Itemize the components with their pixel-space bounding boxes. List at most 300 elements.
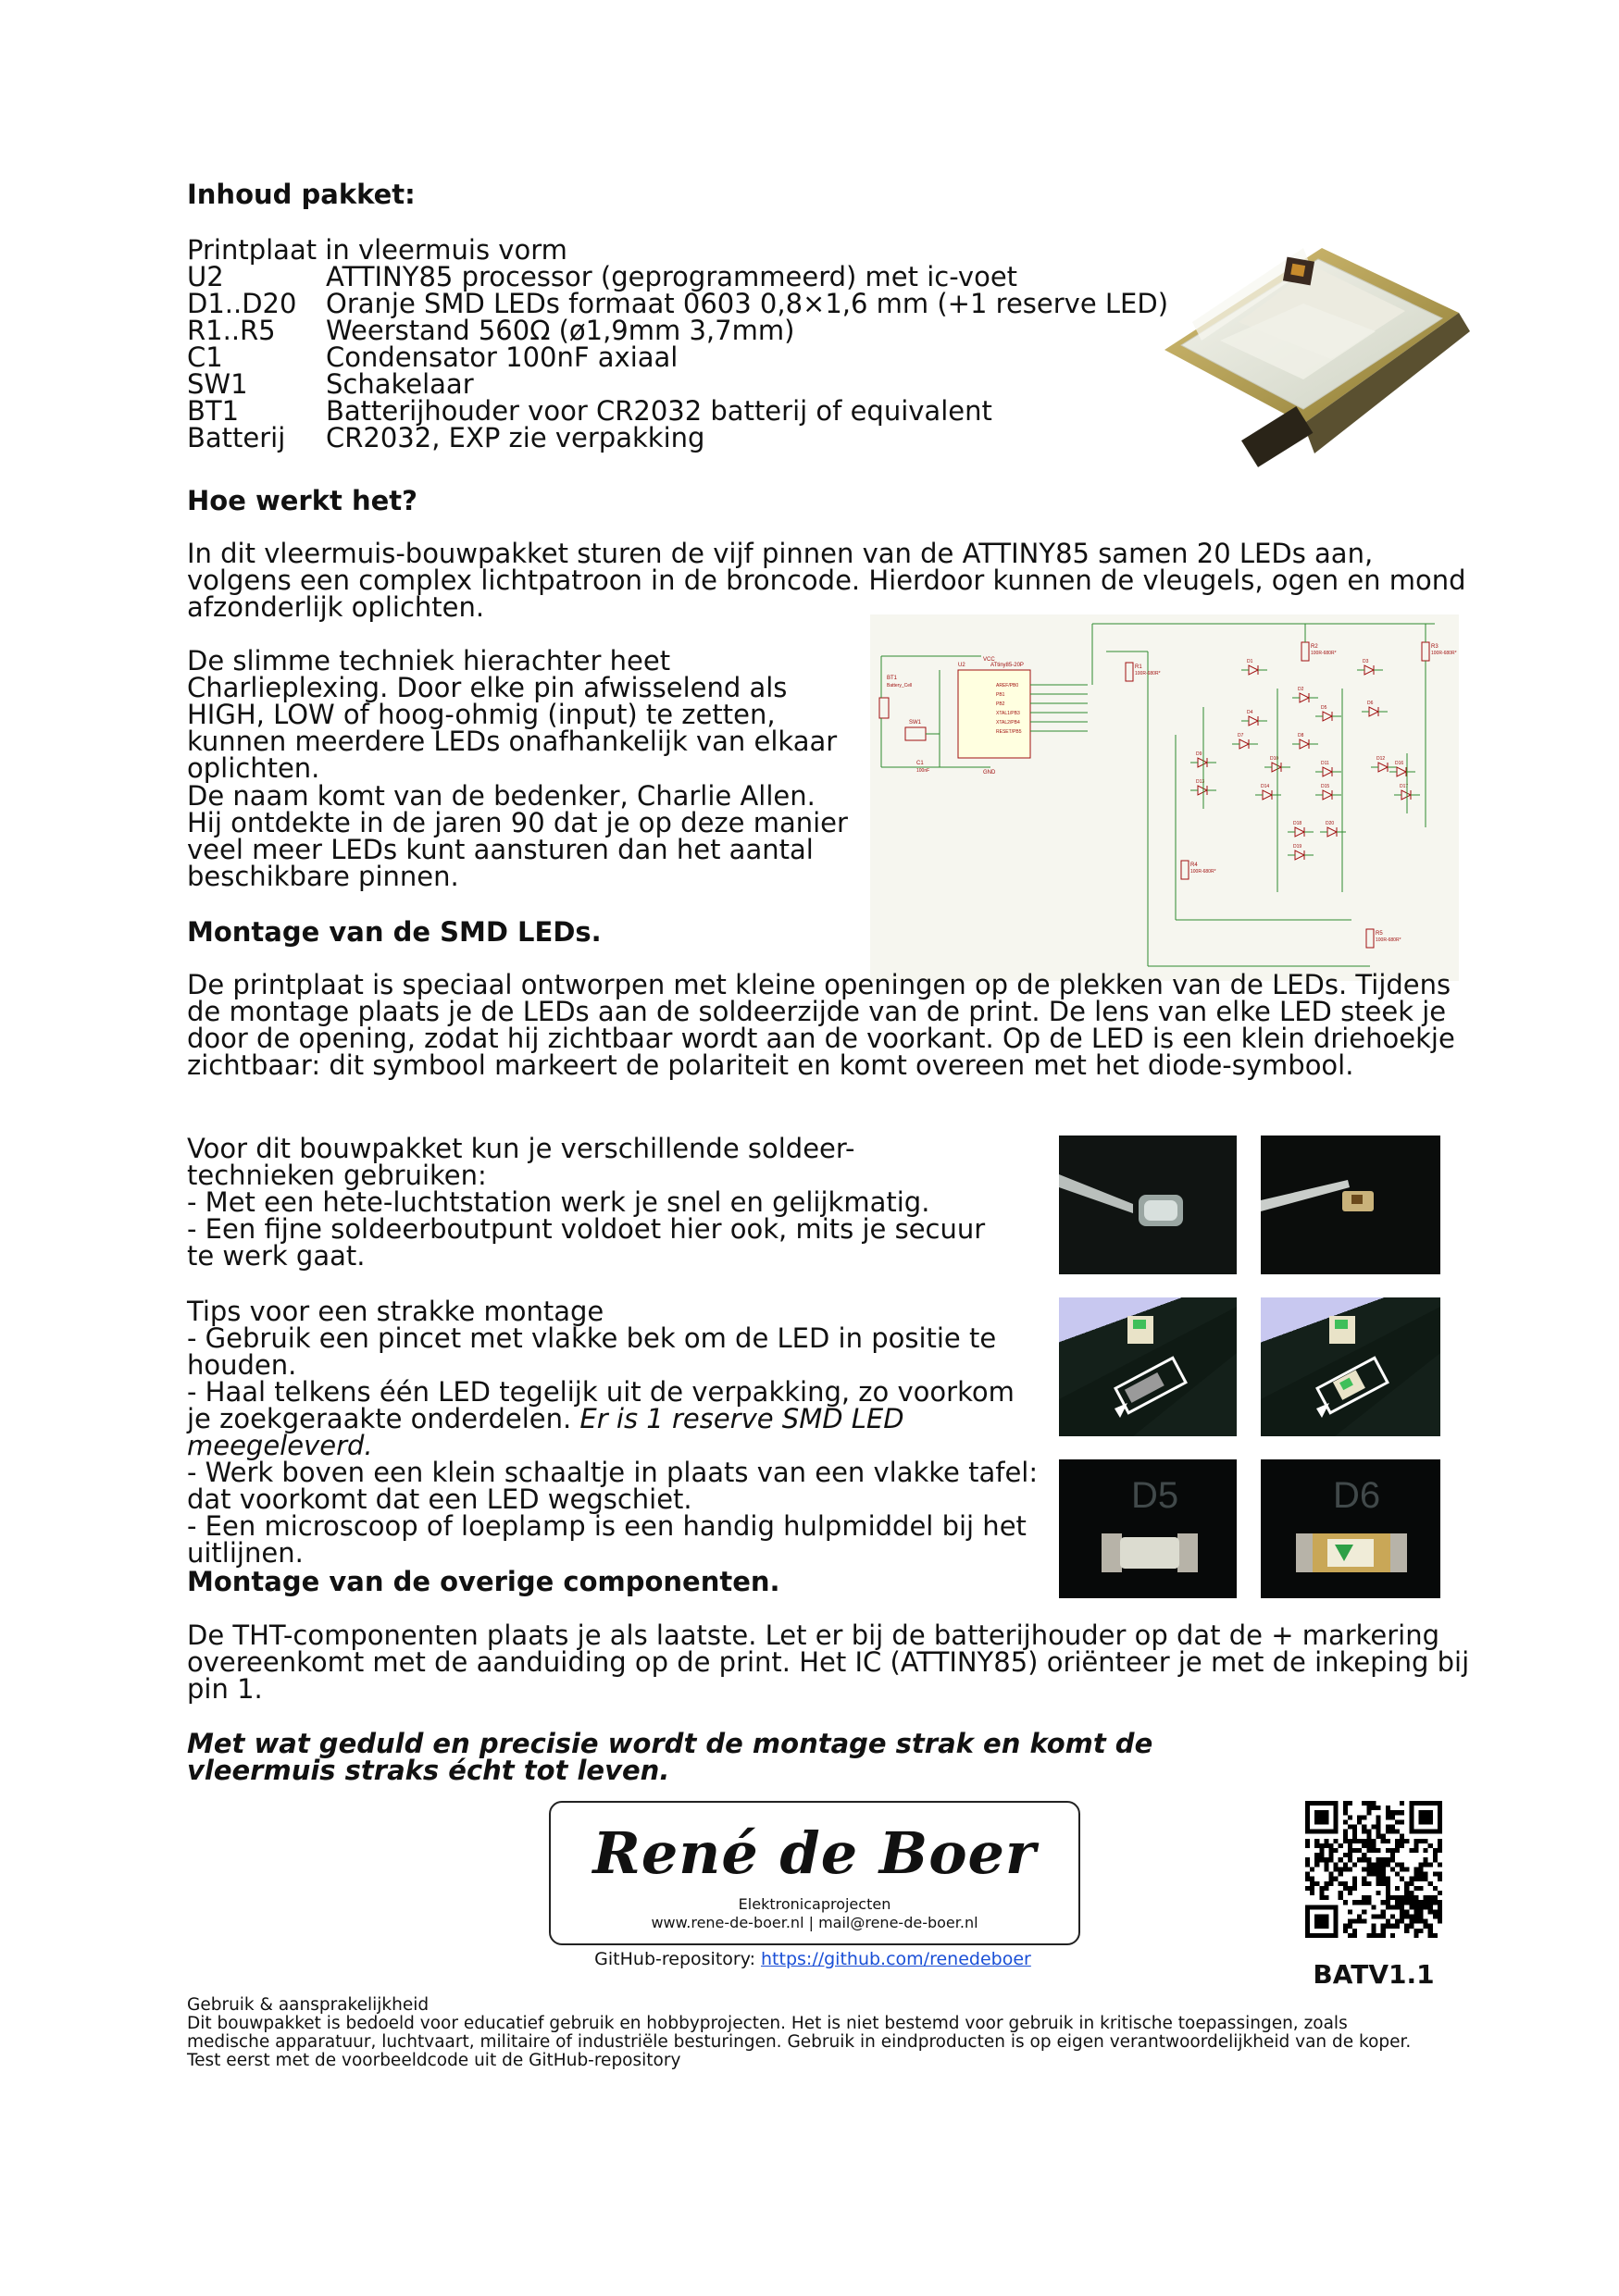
- led-symbol: [1327, 827, 1337, 837]
- qr-module: [1381, 1914, 1386, 1918]
- qr-module: [1314, 1843, 1319, 1848]
- qr-module: [1381, 1862, 1386, 1867]
- qr-module: [1324, 1857, 1328, 1862]
- qr-module: [1376, 1933, 1381, 1938]
- qr-module: [1438, 1905, 1442, 1909]
- qr-module: [1339, 1895, 1343, 1900]
- qr-module: [1352, 1919, 1357, 1924]
- led-ref: D6: [1367, 701, 1374, 706]
- qr-module: [1395, 1810, 1400, 1815]
- qr-module: [1409, 1891, 1414, 1895]
- qr-module: [1418, 1914, 1423, 1918]
- resistor-value: 100R-680R*: [1376, 937, 1401, 943]
- qr-module: [1438, 1843, 1442, 1848]
- qr-module: [1339, 1872, 1343, 1877]
- qr-module: [1314, 1914, 1328, 1928]
- qr-module: [1376, 1806, 1381, 1810]
- qr-module: [1371, 1924, 1376, 1929]
- qr-module: [1386, 1924, 1390, 1929]
- qr-module: [1343, 1801, 1348, 1806]
- ic-pin-label: RESET/PB5: [996, 729, 1022, 735]
- contents-item-desc: Condensator 100nF axiaal: [326, 341, 679, 373]
- qr-module: [1433, 1886, 1438, 1891]
- qr-module: [1357, 1819, 1362, 1824]
- qr-code: [1305, 1801, 1442, 1938]
- qr-module: [1390, 1905, 1395, 1909]
- qr-module: [1386, 1881, 1390, 1886]
- qr-module: [1319, 1853, 1324, 1857]
- qr-module: [1339, 1867, 1343, 1871]
- qr-module: [1381, 1867, 1386, 1871]
- qr-module: [1305, 1862, 1310, 1867]
- qr-module: [1428, 1924, 1433, 1929]
- qr-module: [1366, 1806, 1371, 1810]
- qr-module: [1404, 1900, 1409, 1905]
- disclaimer-text: Dit bouwpakket is bedoeld voor educatief gebruik en hobbyprojecten. Het is niet bestemd voor gebruik in kritische toepassingen, zoals medische apparatuur, luchtvaart, militaire of industriële besturingen. Gebruik in eindproducten is op eigen verantwoordelijkheid van de koper. Test eerst met de voorbeeldcode uit de GitHub-repository: [187, 2014, 1412, 2070]
- qr-module: [1381, 1857, 1386, 1862]
- qr-module: [1319, 1848, 1324, 1853]
- qr-module: [1386, 1810, 1390, 1815]
- contents-item-code: BT1: [187, 395, 240, 427]
- qr-module: [1400, 1801, 1404, 1806]
- qr-module: [1428, 1929, 1433, 1933]
- qr-module: [1409, 1877, 1414, 1881]
- contents-item-code: SW1: [187, 368, 248, 400]
- qr-module: [1395, 1919, 1400, 1924]
- resistor-value: 100R-680R*: [1431, 651, 1457, 656]
- qr-module: [1414, 1867, 1418, 1871]
- led-ref: D14: [1261, 784, 1270, 789]
- led-symbol: [1300, 693, 1309, 702]
- qr-module: [1366, 1830, 1371, 1834]
- tips-reserve-note: Er is 1 reserve SMD LED meegeleverd.: [187, 1403, 904, 1461]
- led-symbol: [1401, 790, 1411, 800]
- led-ref: D4: [1247, 710, 1253, 715]
- qr-module: [1343, 1830, 1348, 1834]
- qr-module: [1418, 1877, 1423, 1881]
- qr-module: [1357, 1900, 1362, 1905]
- led-symbol: [1397, 767, 1406, 776]
- qr-module: [1314, 1839, 1319, 1843]
- qr-module: [1376, 1857, 1381, 1862]
- battery-symbol: [879, 698, 889, 718]
- led-ref: D2: [1298, 687, 1304, 692]
- switch-ref: SW1: [909, 720, 922, 726]
- smd-led-photo: [1164, 211, 1470, 489]
- qr-module: [1357, 1839, 1362, 1843]
- qr-module: [1352, 1825, 1357, 1830]
- battery-name: Battery_Cell: [887, 683, 913, 689]
- qr-module: [1414, 1839, 1418, 1843]
- led-symbol: [1295, 850, 1304, 860]
- qr-module: [1343, 1900, 1348, 1905]
- tips-text-2: - Werk boven een klein schaaltje in plaats van een vlakke tafel: dat voorkomt dat een LED wegschiet. - Een microscoop of loeplamp is een handig hulpmiddel bij het uitlijnen.: [187, 1457, 1039, 1569]
- qr-module: [1348, 1843, 1352, 1848]
- qr-module: [1409, 1848, 1414, 1853]
- qr-module: [1366, 1857, 1371, 1862]
- qr-module: [1343, 1819, 1348, 1824]
- qr-module: [1366, 1872, 1371, 1877]
- qr-module: [1400, 1877, 1404, 1881]
- qr-module: [1381, 1839, 1386, 1843]
- qr-module: [1305, 1857, 1310, 1862]
- smd-paragraph-1-text: De printplaat is speciaal ontworpen met kleine openingen op de plekken van de LEDs. Tijdens de montage plaats je de LEDs aan de soldeerzijde van de print. De lens van elke LED steek je door de opening, zodat hij zichtbaar wordt aan de voorkant. Op de LED is een klein driehoekje zichtbaar: dit symbool markeert de polariteit en komt overeen met het diode-symbool.: [187, 969, 1455, 1081]
- qr-module: [1418, 1929, 1423, 1933]
- contents-item-desc: CR2032, EXP zie verpakking: [326, 422, 705, 453]
- qr-module: [1348, 1857, 1352, 1862]
- qr-module: [1414, 1900, 1418, 1905]
- contents-item-code: R1..R5: [187, 315, 276, 346]
- contents-item: [187, 317, 1205, 344]
- qr-module: [1433, 1933, 1438, 1938]
- qr-module: [1334, 1867, 1339, 1871]
- resistor-value: 100R-680R*: [1135, 671, 1161, 676]
- maker-stamp: [549, 1801, 1080, 1945]
- qr-module: [1438, 1919, 1442, 1924]
- qr-module: [1433, 1853, 1438, 1857]
- qr-module: [1409, 1881, 1414, 1886]
- qr-module: [1386, 1825, 1390, 1830]
- qr-module: [1381, 1924, 1386, 1929]
- qr-module: [1390, 1815, 1395, 1819]
- led-ref: D3: [1363, 659, 1369, 664]
- qr-module: [1362, 1839, 1366, 1843]
- maker-subtitle: Elektronicaprojecten: [738, 1895, 891, 1913]
- github-link[interactable]: https://github.com/renedeboer: [761, 1949, 1031, 1969]
- contents-item-desc: Oranje SMD LEDs formaat 0603 0,8×1,6 mm (+1 reserve LED): [326, 288, 1169, 319]
- qr-module: [1371, 1862, 1376, 1867]
- qr-module: [1334, 1839, 1339, 1843]
- qr-module: [1414, 1895, 1418, 1900]
- ic-pin-label: PB2: [996, 701, 1005, 707]
- qr-module: [1438, 1900, 1442, 1905]
- qr-module: [1438, 1914, 1442, 1918]
- qr-module: [1395, 1862, 1400, 1867]
- led-symbol: [1239, 739, 1249, 749]
- qr-module: [1366, 1834, 1371, 1839]
- qr-module: [1371, 1848, 1376, 1853]
- qr-module: [1352, 1839, 1357, 1843]
- photo-3d-led-before: [1059, 1297, 1237, 1436]
- led-symbol: [1323, 767, 1332, 776]
- qr-module: [1386, 1919, 1390, 1924]
- qr-module: [1324, 1867, 1328, 1871]
- qr-module: [1314, 1862, 1319, 1867]
- qr-module: [1433, 1857, 1438, 1862]
- qr-module: [1371, 1801, 1376, 1806]
- qr-module: [1390, 1857, 1395, 1862]
- cap-value: 100nF: [916, 768, 930, 774]
- qr-module: [1386, 1839, 1390, 1843]
- qr-module: [1314, 1810, 1328, 1824]
- qr-module: [1418, 1886, 1423, 1891]
- qr-module: [1352, 1830, 1357, 1834]
- qr-module: [1404, 1839, 1409, 1843]
- qr-module: [1366, 1881, 1371, 1886]
- qr-module: [1352, 1848, 1357, 1853]
- qr-module: [1362, 1881, 1366, 1886]
- switch-symbol: [905, 727, 926, 740]
- qr-module: [1329, 1872, 1334, 1877]
- photo-pcb-pad-d5: [1059, 1459, 1237, 1598]
- led-symbol: [1300, 739, 1309, 749]
- qr-module: [1329, 1877, 1334, 1881]
- resistor-value: 100R-680R*: [1190, 869, 1216, 875]
- contents-list: [187, 261, 1205, 453]
- qr-module: [1414, 1886, 1418, 1891]
- qr-module: [1424, 1877, 1428, 1881]
- led-ref: D20: [1326, 821, 1335, 826]
- qr-module: [1339, 1857, 1343, 1862]
- contents-item-desc: Batterijhouder voor CR2032 batterij of equivalent: [326, 395, 992, 427]
- qr-module: [1433, 1909, 1438, 1914]
- qr-module: [1376, 1862, 1381, 1867]
- ic-pin-label: AREF/PB0: [996, 683, 1019, 689]
- qr-module: [1386, 1895, 1390, 1900]
- contents-item: [187, 341, 1205, 373]
- qr-module: [1352, 1933, 1357, 1938]
- qr-module: [1366, 1895, 1371, 1900]
- qr-module: [1381, 1877, 1386, 1881]
- contents-item-code: D1..D20: [187, 288, 297, 319]
- qr-module: [1400, 1914, 1404, 1918]
- contents-item: [187, 395, 1205, 427]
- ic-pin-label: XTAL2/PB4: [996, 720, 1020, 726]
- qr-module: [1357, 1815, 1362, 1819]
- led-ref: D1: [1247, 659, 1253, 664]
- contents-heading: Inhoud pakket:: [187, 179, 416, 210]
- qr-module: [1418, 1862, 1423, 1867]
- qr-module: [1343, 1886, 1348, 1891]
- led-symbol: [1295, 827, 1304, 837]
- qr-module: [1371, 1933, 1376, 1938]
- qr-module: [1386, 1862, 1390, 1867]
- qr-module: [1424, 1919, 1428, 1924]
- qr-module: [1324, 1839, 1328, 1843]
- ic-name: ATtiny85-20P: [990, 663, 1024, 668]
- how-heading: Hoe werkt het?: [187, 485, 417, 516]
- qr-module: [1310, 1867, 1314, 1871]
- qr-module: [1400, 1810, 1404, 1815]
- qr-module: [1376, 1848, 1381, 1853]
- how-paragraph-3: De naam komt van de bedenker, Charlie Allen. Hij ontdekte in de jaren 90 dat je op deze manier veel meer LEDs kunt aansturen dan het aantal beschikbare pinnen.: [187, 780, 848, 892]
- qr-module: [1352, 1862, 1357, 1867]
- qr-module: [1418, 1867, 1423, 1871]
- maker-contact: www.rene-de-boer.nl | mail@rene-de-boer.nl: [651, 1914, 978, 1931]
- qr-module: [1381, 1881, 1386, 1886]
- qr-module: [1348, 1825, 1352, 1830]
- qr-module: [1366, 1862, 1371, 1867]
- qr-module: [1352, 1834, 1357, 1839]
- qr-module: [1409, 1895, 1414, 1900]
- qr-module: [1348, 1867, 1352, 1871]
- ic-ref: U2: [958, 663, 965, 668]
- qr-module: [1428, 1862, 1433, 1867]
- qr-module: [1400, 1867, 1404, 1871]
- qr-module: [1400, 1909, 1404, 1914]
- qr-module: [1314, 1881, 1319, 1886]
- qr-module: [1381, 1872, 1386, 1877]
- qr-module: [1395, 1895, 1400, 1900]
- qr-module: [1371, 1843, 1376, 1848]
- contents-item-desc: Weerstand 560Ω (ø1,9mm 3,7mm): [326, 315, 795, 346]
- qr-module: [1310, 1891, 1314, 1895]
- contents-item-code: U2: [187, 261, 224, 292]
- qr-module: [1395, 1924, 1400, 1929]
- qr-module: [1362, 1867, 1366, 1871]
- qr-module: [1366, 1810, 1371, 1815]
- qr-module: [1362, 1909, 1366, 1914]
- qr-module: [1400, 1900, 1404, 1905]
- qr-module: [1424, 1857, 1428, 1862]
- qr-module: [1414, 1872, 1418, 1877]
- qr-module: [1404, 1886, 1409, 1891]
- qr-module: [1348, 1886, 1352, 1891]
- qr-module: [1310, 1877, 1314, 1881]
- qr-module: [1371, 1914, 1376, 1918]
- how-paragraph-2: De slimme techniek hierachter heet Charlieplexing. Door elke pin afwisselend als HIGH, LOW of hoog-ohmig (input) te zetten, kunnen meerdere LEDs onafhankelijk van elkaar oplichten.: [187, 645, 838, 784]
- qr-module: [1305, 1872, 1310, 1877]
- qr-module: [1343, 1929, 1348, 1933]
- qr-module: [1329, 1848, 1334, 1853]
- contents-intro: Printplaat in vleermuis vorm: [187, 234, 567, 266]
- qr-module: [1428, 1905, 1433, 1909]
- qr-module: [1409, 1905, 1414, 1909]
- qr-module: [1348, 1933, 1352, 1938]
- qr-module: [1395, 1886, 1400, 1891]
- qr-module: [1390, 1853, 1395, 1857]
- qr-module: [1433, 1900, 1438, 1905]
- qr-module: [1324, 1886, 1328, 1891]
- qr-module: [1433, 1895, 1438, 1900]
- qr-module: [1310, 1886, 1314, 1891]
- qr-module: [1390, 1848, 1395, 1853]
- resistor-symbol: [1366, 929, 1374, 948]
- qr-module: [1324, 1862, 1328, 1867]
- led-symbol: [1378, 763, 1388, 772]
- qr-module: [1400, 1862, 1404, 1867]
- qr-module: [1348, 1891, 1352, 1895]
- qr-module: [1348, 1839, 1352, 1843]
- qr-module: [1381, 1929, 1386, 1933]
- qr-module: [1329, 1853, 1334, 1857]
- qr-module: [1366, 1900, 1371, 1905]
- photo-pcb-led-d6: [1261, 1459, 1440, 1598]
- github-line: [549, 1949, 1077, 1969]
- qr-module: [1319, 1891, 1324, 1895]
- qr-module: [1324, 1843, 1328, 1848]
- qr-module: [1343, 1924, 1348, 1929]
- qr-module: [1371, 1867, 1376, 1871]
- qr-module: [1409, 1900, 1414, 1905]
- qr-module: [1433, 1872, 1438, 1877]
- qr-module: [1319, 1886, 1324, 1891]
- qr-module: [1404, 1891, 1409, 1895]
- qr-module: [1404, 1909, 1409, 1914]
- other-paragraph: De THT-componenten plaats je als laatste. Let er bij de batterijhouder op dat de + markering overeenkomt met de aanduiding op de print. Het IC (ATTINY85) oriënteer je met de inkeping bij pin 1.: [187, 1620, 1470, 1705]
- qr-module: [1424, 1848, 1428, 1853]
- qr-module: [1390, 1895, 1395, 1900]
- qr-module: [1329, 1857, 1334, 1862]
- qr-module: [1357, 1914, 1362, 1918]
- qr-module: [1366, 1801, 1371, 1806]
- led-ref: D13: [1196, 779, 1205, 785]
- qr-module: [1376, 1881, 1381, 1886]
- qr-module: [1433, 1848, 1438, 1853]
- qr-module: [1386, 1891, 1390, 1895]
- qr-module: [1319, 1843, 1324, 1848]
- qr-module: [1418, 1900, 1423, 1905]
- qr-module: [1418, 1810, 1432, 1824]
- contents-item-code: Batterij: [187, 422, 286, 453]
- qr-module: [1386, 1830, 1390, 1834]
- qr-module: [1390, 1914, 1395, 1918]
- solder-techniques: Voor dit bouwpakket kun je verschillende soldeer-technieken gebruiken: - Met een hete-luchtstation werk je snel en gelijkmatig. - Een fijne soldeerboutpunt voldoet hier ook, mits je secuur te werk gaat.: [187, 1133, 986, 1272]
- qr-module: [1428, 1895, 1433, 1900]
- qr-module: [1395, 1839, 1400, 1843]
- qr-module: [1414, 1877, 1418, 1881]
- qr-module: [1381, 1909, 1386, 1914]
- qr-module: [1386, 1886, 1390, 1891]
- qr-module: [1428, 1900, 1433, 1905]
- tips-text-1: Tips voor een strakke montage - Gebruik een pincet met vlakke bek om de LED in positie te houden. - Haal telkens één LED tegelijk uit de verpakking, zo voorkom je zoekgeraakte onderdelen.: [187, 1296, 1015, 1434]
- qr-module: [1376, 1914, 1381, 1918]
- qr-module: [1319, 1895, 1324, 1900]
- qr-module: [1305, 1843, 1310, 1848]
- resistor-symbol: [1301, 642, 1309, 661]
- qr-module: [1400, 1843, 1404, 1848]
- ic-pin-label: XTAL1/PB3: [996, 711, 1020, 716]
- qr-module: [1376, 1815, 1381, 1819]
- qr-module: [1386, 1815, 1390, 1819]
- qr-module: [1381, 1900, 1386, 1905]
- qr-module: [1352, 1877, 1357, 1881]
- svg-text:D5: D5: [1131, 1475, 1179, 1516]
- qr-module: [1376, 1830, 1381, 1834]
- qr-module: [1362, 1895, 1366, 1900]
- resistor-symbol: [1181, 861, 1189, 879]
- qr-module: [1357, 1848, 1362, 1853]
- qr-module: [1386, 1848, 1390, 1853]
- resistor-value: 100R-680R*: [1311, 651, 1337, 656]
- qr-module: [1400, 1819, 1404, 1824]
- qr-module: [1404, 1895, 1409, 1900]
- qr-module: [1371, 1929, 1376, 1933]
- version-label: BATV1.1: [1313, 1959, 1435, 1990]
- qr-module: [1400, 1834, 1404, 1839]
- qr-module: [1343, 1881, 1348, 1886]
- qr-module: [1324, 1895, 1328, 1900]
- qr-module: [1424, 1839, 1428, 1843]
- cap-ref: C1: [916, 761, 924, 766]
- qr-module: [1424, 1924, 1428, 1929]
- led-ref: D19: [1293, 844, 1302, 850]
- qr-module: [1366, 1843, 1371, 1848]
- qr-module: [1305, 1839, 1310, 1843]
- qr-module: [1362, 1825, 1366, 1830]
- qr-module: [1348, 1924, 1352, 1929]
- qr-module: [1414, 1914, 1418, 1918]
- smd-paragraph-1: [187, 969, 1483, 1081]
- qr-module: [1376, 1867, 1381, 1871]
- qr-module: [1404, 1881, 1409, 1886]
- qr-module: [1386, 1905, 1390, 1909]
- qr-module: [1438, 1848, 1442, 1853]
- qr-module: [1310, 1881, 1314, 1886]
- qr-module: [1376, 1891, 1381, 1895]
- qr-module: [1343, 1853, 1348, 1857]
- led-ref: D16: [1395, 761, 1404, 766]
